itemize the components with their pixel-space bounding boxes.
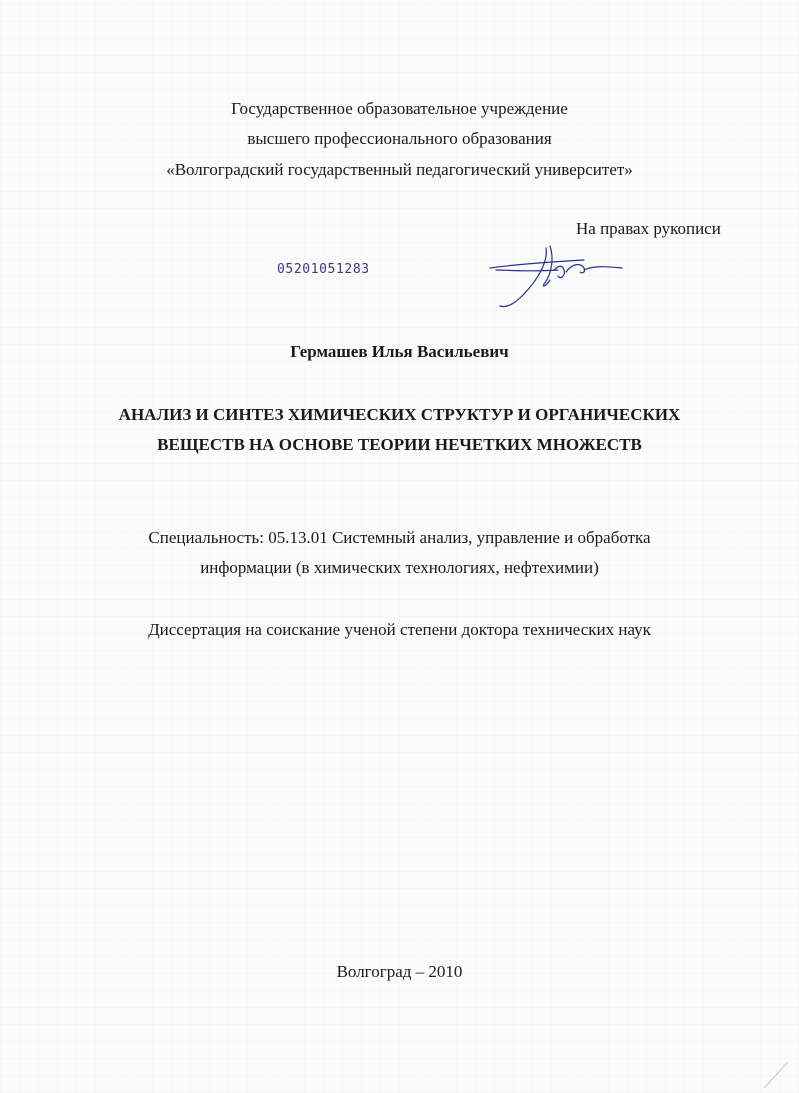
scan-corner-fold <box>760 1058 790 1090</box>
specialty-line-1: Специальность: 05.13.01 Системный анализ, управление и обработка <box>148 528 651 547</box>
institution-line-2: высшего профессионального образования <box>247 129 552 148</box>
dissertation-title-line-2: ВЕЩЕСТВ НА ОСНОВЕ ТЕОРИИ НЕЧЕТКИХ МНОЖЕСТВ <box>157 435 642 454</box>
dissertation-title-line-1: АНАЛИЗ И СИНТЕЗ ХИМИЧЕСКИХ СТРУКТУР И ОРГАНИЧЕСКИХ <box>118 405 681 424</box>
archive-stamp-number: 05201051283 <box>277 262 370 277</box>
specialty-line-2: информации (в химических технологиях, нефтехимии) <box>200 558 599 577</box>
institution-line-3: «Волгоградский государственный педагогический университет» <box>166 160 633 179</box>
city-year: Волгоград – 2010 <box>336 962 463 981</box>
author-signature <box>488 240 628 312</box>
degree-statement: Диссертация на соискание ученой степени доктора технических наук <box>148 620 651 639</box>
manuscript-note: На правах рукописи <box>576 219 721 238</box>
author-name: Гермашев Илья Васильевич <box>290 342 509 361</box>
institution-line-1: Государственное образовательное учреждение <box>231 99 568 118</box>
